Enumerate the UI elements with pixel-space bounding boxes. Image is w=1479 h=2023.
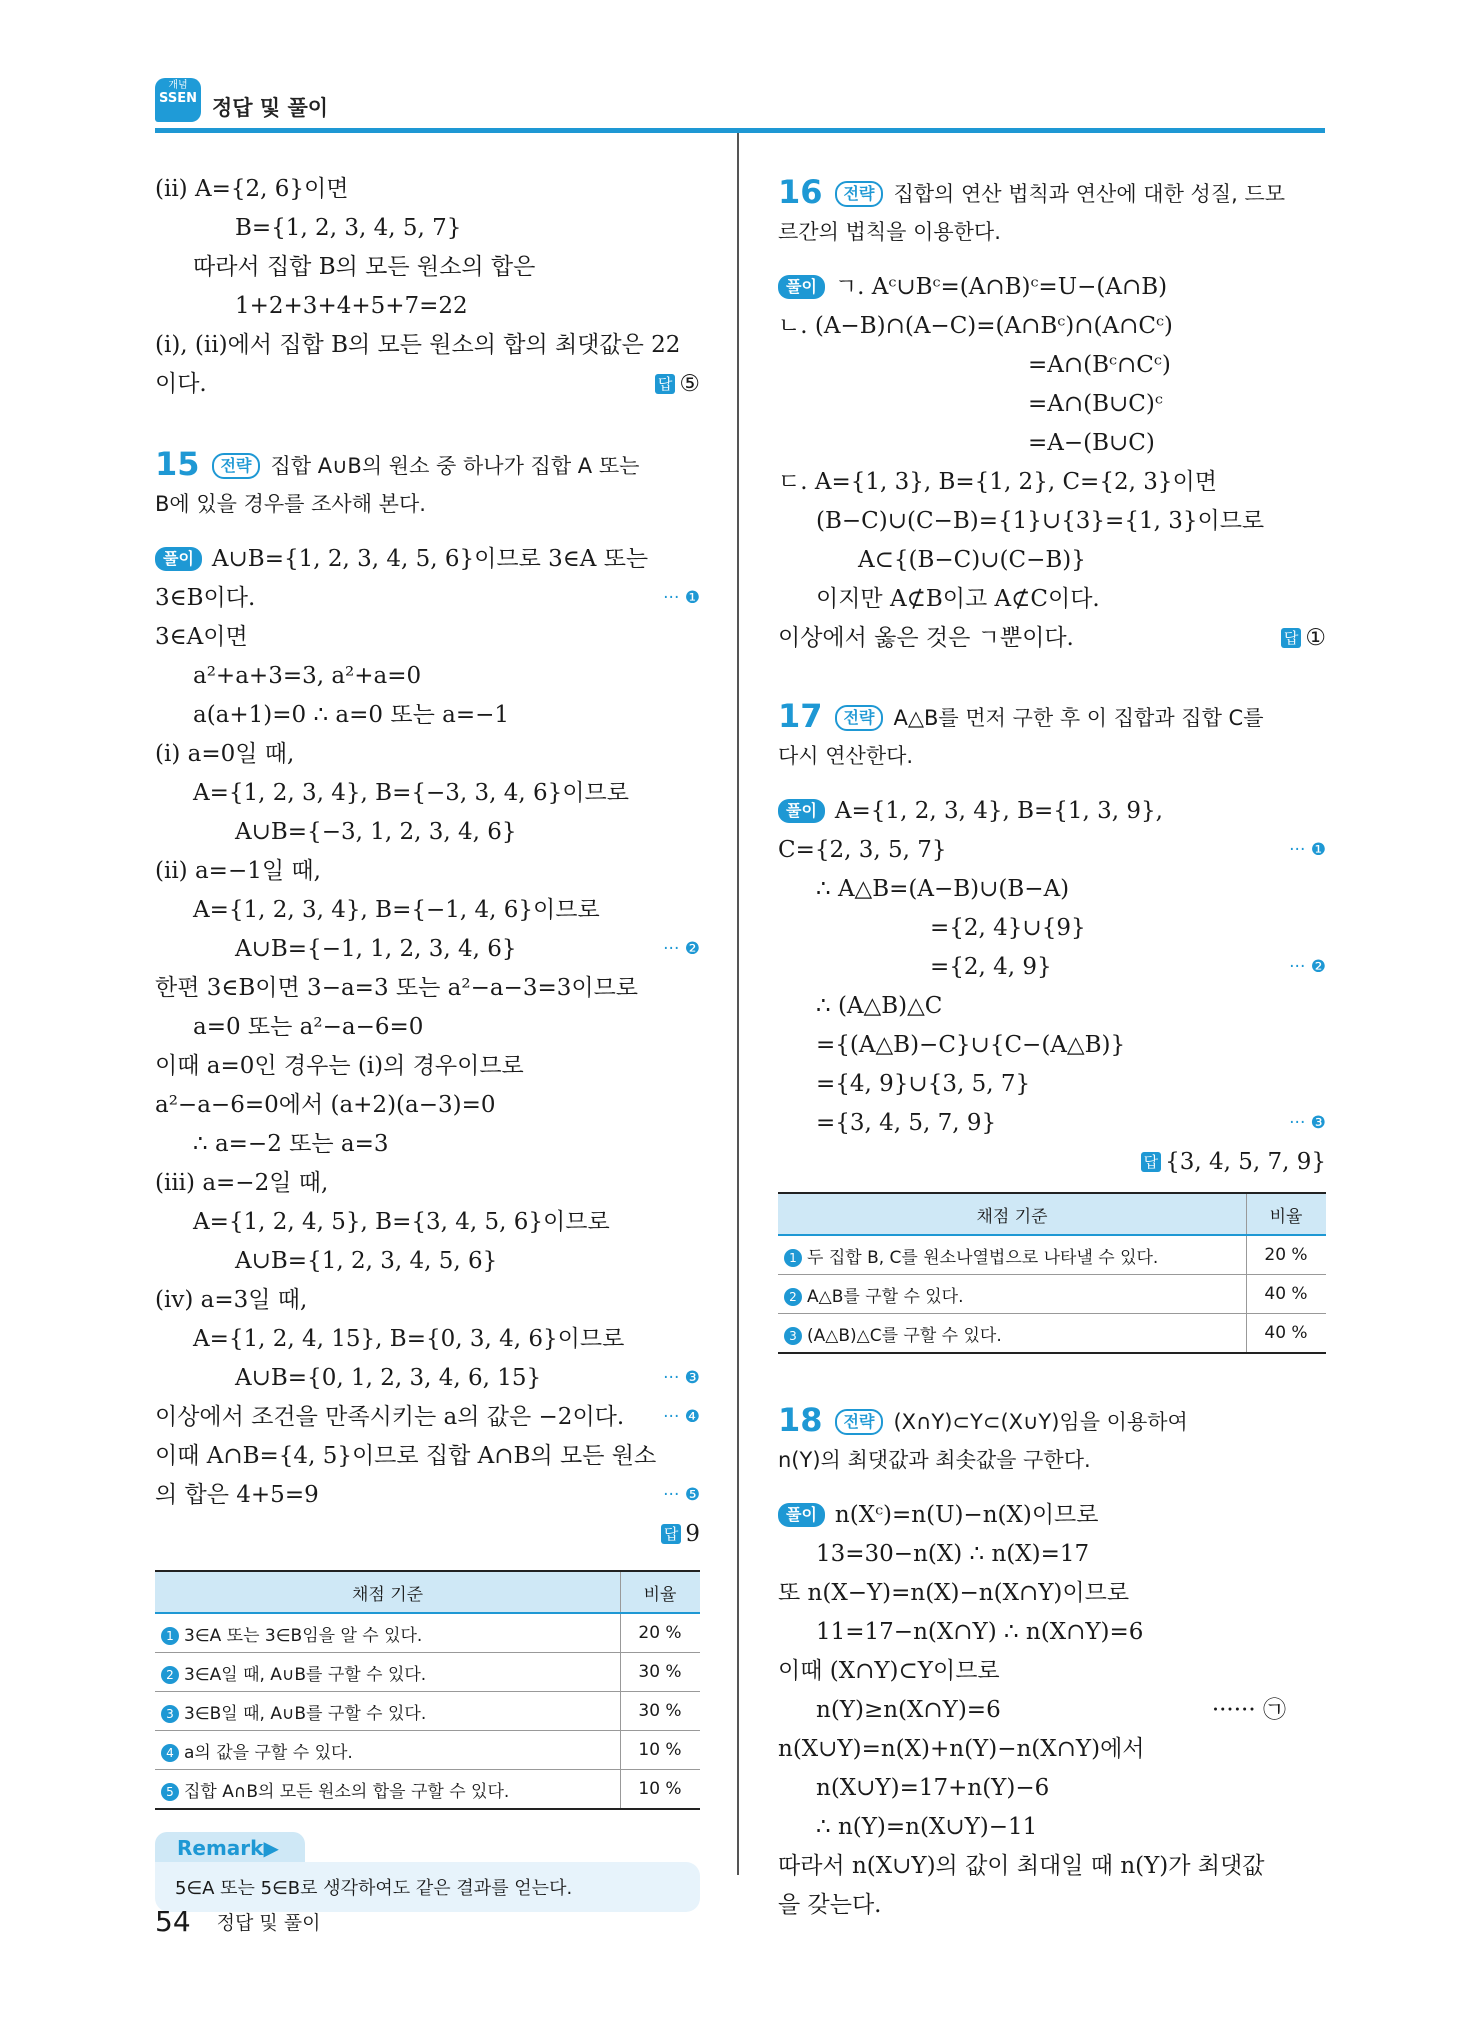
solution-text: ㄱ. Aᶜ∪Bᶜ=(A∩B)ᶜ=U−(A∩B) [834,274,1168,300]
solution-line: 이지만 A⊄B이고 A⊄C이다. [816,586,1100,612]
answer-line [155,1515,700,1554]
answer-label: 답 [661,1524,682,1544]
question-number: 16 [778,173,823,211]
solution-text: A∪B={−1, 1, 2, 3, 4, 6} [235,936,517,962]
step-marker: ··· ❸ [663,1368,700,1388]
solution-line [155,1359,700,1398]
solution-line: ∴ (A△B)△C [816,993,943,1019]
question-number: 17 [778,697,823,735]
solution-line [155,365,700,404]
criteria-text: A△B를 구할 수 있다. [807,1286,964,1307]
page-number: 54 [155,1905,191,1938]
solution-line: ∴ A△B=(A−B)∪(B−A) [816,876,1070,902]
answer-value: 9 [685,1521,700,1547]
solution-line: ={(A△B)−C}∪{C−(A△B)} [816,1032,1126,1058]
step-number: 1 [161,1627,179,1645]
solution-line: A={1, 2, 4, 5}, B={3, 4, 5, 6}이므로 [193,1209,610,1235]
step-number: 5 [161,1783,179,1801]
solution-label: 풀이 [778,275,825,299]
table-row [778,1275,1326,1314]
step-number: 1 [784,1249,802,1267]
solution-line: 또 n(X−Y)=n(X)−n(X∩Y)이므로 [778,1580,1130,1606]
ratio-value: 10 % [621,1731,701,1770]
criteria-text: 3∈A일 때, A∪B를 구할 수 있다. [184,1664,427,1685]
solution-line: (i) a=0일 때, [155,741,295,767]
question-18-header [778,1398,1326,1442]
solution-line [155,579,700,618]
answer-label: 답 [1281,628,1302,648]
solution-line [778,1104,1326,1143]
strategy-text-continued: 르간의 법칙을 이용한다. [778,220,1001,244]
criteria-text: 3∈A 또는 3∈B임을 알 수 있다. [184,1625,423,1646]
solution-line: A={1, 2, 4, 15}, B={0, 3, 4, 6}이므로 [193,1326,625,1352]
question-number: 15 [155,445,200,483]
ratio-value: 20 % [1247,1235,1327,1275]
solution-text: n(Y)≥n(X∩Y)=6 [816,1697,1001,1723]
equation-tag: ······ ㉠ [1211,1697,1286,1723]
solution-line: A∪B={1, 2, 3, 4, 5, 6} [235,1248,498,1274]
solution-text: ={3, 4, 5, 7, 9} [816,1110,997,1136]
table-row [155,1653,700,1692]
solution-line: n(X∪Y)=17+n(Y)−6 [816,1775,1050,1801]
solution-line: 따라서 n(X∪Y)의 값이 최대일 때 n(Y)가 최댓값 [778,1853,1265,1879]
solution-line: (B−C)∪(C−B)={1}∪{3}={1, 3}이므로 [816,508,1265,534]
solution-line: A={1, 2, 3, 4}, B={−3, 3, 4, 6}이므로 [193,780,629,806]
answer-value: {3, 4, 5, 7, 9} [1165,1149,1326,1175]
solution-text: 3∈B이다. [155,585,256,611]
solution-text: 의 합은 4+5=9 [155,1482,319,1508]
solution-line [778,831,1326,870]
step-number: 2 [161,1666,179,1684]
solution-line: ∴ a=−2 또는 a=3 [193,1131,389,1157]
step-number: 2 [784,1288,802,1306]
remark-title: Remark▶ [155,1832,305,1862]
strategy-text: (X∩Y)⊂Y⊂(X∪Y)임을 이용하여 [893,1410,1188,1434]
solution-line: ∴ n(Y)=n(X∪Y)−11 [816,1814,1038,1840]
ratio-value: 20 % [621,1613,701,1653]
footer-title: 정답 및 풀이 [216,1912,321,1934]
answer-value: ⑤ [679,371,700,397]
solution-line: 이때 (X∩Y)⊂Y이므로 [778,1658,1000,1684]
question-17-header [778,694,1326,738]
ratio-value: 40 % [1247,1275,1327,1314]
solution-line [778,1496,1326,1535]
solution-text: A∪B={1, 2, 3, 4, 5, 6}이므로 3∈A 또는 [211,546,649,572]
logo-bottom-text: SSEN [159,90,197,106]
answer-label: 답 [655,374,676,394]
logo-top-text: 개념 [168,80,188,91]
table-row [155,1692,700,1731]
solution-text: 이상에서 옳은 것은 ㄱ뿐이다. [778,625,1074,651]
table-header-row [155,1571,700,1613]
solution-line: ={4, 9}∪{3, 5, 7} [816,1071,1031,1097]
solution-label: 풀이 [778,799,825,823]
solution-line [155,930,700,969]
strategy-label: 전략 [835,705,884,731]
solution-text: 이상에서 조건을 만족시키는 a의 값은 −2이다. [155,1404,625,1430]
solution-line: a²−a−6=0에서 (a+2)(a−3)=0 [155,1092,496,1118]
step-number: 3 [784,1327,802,1345]
solution-line: 이때 A∩B={4, 5}이므로 집합 A∩B의 모든 원소 [155,1443,657,1469]
criteria-header: 채점 기준 [778,1193,1247,1235]
strategy-text-continued: B에 있을 경우를 조사해 본다. [155,492,426,516]
solution-line: ={2, 4}∪{9} [930,915,1086,941]
solution-line: a=0 또는 a²−a−6=0 [193,1014,424,1040]
table-header-row [778,1193,1326,1235]
solution-line [155,1398,700,1437]
criteria-text: 두 집합 B, C를 원소나열법으로 나타낼 수 있다. [807,1247,1159,1268]
solution-line: =A∩(Bᶜ∩Cᶜ) [1028,352,1171,378]
solution-line: =A−(B∪C) [1028,430,1155,456]
table-row [778,1235,1326,1275]
answer [661,1515,700,1554]
step-marker: ··· ❶ [663,588,700,608]
step-marker: ··· ❶ [1289,840,1326,860]
step-marker: ··· ❷ [663,939,700,959]
header-title: 정답 및 풀이 [212,96,329,120]
answer-line [778,1143,1326,1182]
page-footer [155,1905,321,1938]
table-row [778,1314,1326,1354]
solution-text: 이다. [155,371,207,397]
answer-label: 답 [1141,1152,1162,1172]
solution-line: (iii) a=−2일 때, [155,1170,329,1196]
solution-text: ={2, 4, 9} [930,954,1052,980]
remark-text: 5∈A 또는 5∈B로 생각하여도 같은 결과를 얻는다. [155,1862,700,1912]
strategy-text-continued: 다시 연산한다. [778,744,914,768]
solution-line [155,1476,700,1515]
step-marker: ··· ❺ [663,1485,700,1505]
brand-logo [155,78,201,122]
answer-value: ① [1305,625,1326,651]
solution-line: 이때 a=0인 경우는 (i)의 경우이므로 [155,1053,524,1079]
question-number: 18 [778,1401,823,1439]
solution-line: A={1, 2, 3, 4}, B={−1, 4, 6}이므로 [193,897,600,923]
solution-line [778,268,1326,307]
solution-line: a(a+1)=0 ∴ a=0 또는 a=−1 [193,702,509,728]
solution-line: (iv) a=3일 때, [155,1287,308,1313]
criteria-text: (A△B)△C를 구할 수 있다. [807,1325,1002,1346]
criteria-text: 3∈B일 때, A∪B를 구할 수 있다. [184,1703,427,1724]
criteria-text: 집합 A∩B의 모든 원소의 합을 구할 수 있다. [184,1781,510,1802]
ratio-value: 30 % [621,1692,701,1731]
table-row [155,1770,700,1810]
step-number: 4 [161,1744,179,1762]
strategy-text: A△B를 먼저 구한 후 이 집합과 집합 C를 [893,706,1264,730]
strategy-label: 전략 [835,1409,884,1435]
solution-label: 풀이 [778,1503,825,1527]
ratio-value: 40 % [1247,1314,1327,1354]
ratio-header: 비율 [621,1571,701,1613]
solution-line [778,948,1326,987]
solution-line: B={1, 2, 3, 4, 5, 7} [235,215,462,241]
solution-line: ㄴ. (A−B)∩(A−C)=(A∩Bᶜ)∩(A∩Cᶜ) [778,313,1173,339]
ratio-header: 비율 [1247,1193,1327,1235]
answer [1281,619,1326,658]
strategy-text: 집합 A∪B의 원소 중 하나가 집합 A 또는 [270,454,640,478]
right-column [778,170,1326,1925]
solution-line: (ii) A={2, 6}이면 [155,176,349,202]
solution-line [778,619,1326,658]
solution-line: a²+a+3=3, a²+a=0 [193,663,422,689]
ratio-value: 30 % [621,1653,701,1692]
scoring-table-15 [155,1570,700,1810]
strategy-text-continued: n(Y)의 최댓값과 최솟값을 구한다. [778,1448,1091,1472]
solution-line: n(X∪Y)=n(X)+n(Y)−n(X∩Y)에서 [778,1736,1145,1762]
left-column [155,170,700,1912]
solution-line [155,540,700,579]
solution-line: 한편 3∈B이면 3−a=3 또는 a²−a−3=3이므로 [155,975,639,1001]
solution-text: A={1, 2, 3, 4}, B={1, 3, 9}, [834,798,1163,824]
question-15-header [155,442,700,486]
solution-line: 13=30−n(X) ∴ n(X)=17 [816,1541,1090,1567]
question-16-header [778,170,1326,214]
ratio-value: 10 % [621,1770,701,1810]
solution-line: ㄷ. A={1, 3}, B={1, 2}, C={2, 3}이면 [778,469,1217,495]
solution-text: C={2, 3, 5, 7} [778,837,947,863]
solution-text: n(Xᶜ)=n(U)−n(X)이므로 [834,1502,1099,1528]
step-marker: ··· ❸ [1289,1113,1326,1133]
solution-line: 을 갖는다. [778,1892,882,1918]
step-marker: ··· ❹ [663,1407,700,1427]
solution-line: (i), (ii)에서 집합 B의 모든 원소의 합의 최댓값은 22 [155,332,681,358]
strategy-text: 집합의 연산 법칙과 연산에 대한 성질, 드모 [893,182,1286,206]
strategy-label: 전략 [212,453,261,479]
solution-label: 풀이 [155,547,202,571]
header-divider [155,128,1325,133]
solution-line: =A∩(B∪C)ᶜ [1028,391,1163,417]
solution-line: 3∈A이면 [155,624,248,650]
solution-line: 따라서 집합 B의 모든 원소의 합은 [193,254,536,280]
criteria-header: 채점 기준 [155,1571,621,1613]
solution-line: (ii) a=−1일 때, [155,858,321,884]
solution-line: A∪B={−3, 1, 2, 3, 4, 6} [235,819,517,845]
solution-line: 11=17−n(X∩Y) ∴ n(X∩Y)=6 [816,1619,1144,1645]
answer [655,365,700,404]
scoring-table-17 [778,1192,1326,1354]
column-divider [737,133,739,1875]
solution-line: A⊂{(B−C)∪(C−B)} [858,547,1086,573]
table-row [155,1613,700,1653]
page-header [155,78,1325,128]
step-marker: ··· ❷ [1289,957,1326,977]
answer [1141,1143,1326,1182]
solution-line [778,792,1326,831]
solution-text: A∪B={0, 1, 2, 3, 4, 6, 15} [235,1365,542,1391]
strategy-label: 전략 [835,181,884,207]
remark-box [155,1832,700,1912]
criteria-text: a의 값을 구할 수 있다. [184,1742,353,1763]
table-row [155,1731,700,1770]
solution-line: 1+2+3+4+5+7=22 [235,293,468,319]
step-number: 3 [161,1705,179,1723]
solution-line [778,1691,1326,1730]
